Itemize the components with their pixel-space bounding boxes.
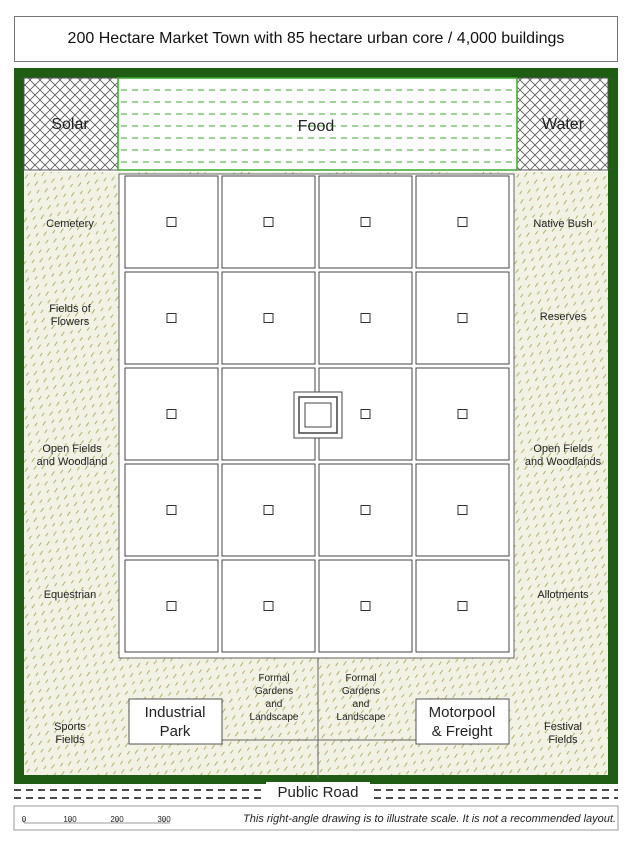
block-center-marker: [264, 314, 273, 323]
formal-gardens-left-label: Formal Gardens and Landscape: [249, 673, 299, 723]
block-center-marker: [361, 506, 370, 515]
food-label: Food: [297, 118, 335, 135]
allotments-label: Allotments: [537, 589, 589, 601]
scale-tick-0: 0: [21, 815, 27, 824]
formal-gardens-right-label: Formal Gardens and Landscape: [336, 673, 386, 723]
flowers-label: Fields of Flowers: [49, 303, 91, 328]
water-label: Water: [541, 116, 585, 133]
block-center-marker: [361, 410, 370, 419]
motorpool-label: Motorpool & Freight: [428, 704, 496, 740]
block-center-marker: [167, 410, 176, 419]
industrial-park-label: Industrial Park: [144, 704, 206, 740]
block-center-marker: [167, 506, 176, 515]
festival-fields-label: Festival Fields: [544, 721, 582, 746]
block-center-marker: [167, 602, 176, 611]
block-center-marker: [458, 410, 467, 419]
scale-tick-100: 100: [63, 815, 77, 824]
reserves-label: Reserves: [539, 311, 587, 323]
scale-tick-200: 200: [110, 815, 124, 824]
native-bush-label: Native Bush: [533, 218, 593, 230]
diagram-title: 200 Hectare Market Town with 85 hectare urban core / 4,000 buildings: [14, 16, 618, 62]
block-center-marker: [361, 218, 370, 227]
block-center-marker: [167, 218, 176, 227]
block-center-marker: [458, 218, 467, 227]
solar-label: Solar: [51, 116, 89, 133]
public-road-label: Public Road: [277, 784, 359, 801]
cemetery-label: Cemetery: [46, 218, 94, 230]
block-center-marker: [264, 506, 273, 515]
sports-fields-label: Sports Fields: [54, 721, 86, 746]
block-center-marker: [458, 602, 467, 611]
open-fields-right-label: Open Fields and Woodlands: [524, 443, 602, 468]
scale-note: This right-angle drawing is to illustrate scale. It is not a recommended layout.: [243, 813, 616, 825]
scale-tick-300: 300: [157, 815, 171, 824]
block-center-marker: [167, 314, 176, 323]
block-center-marker: [458, 506, 467, 515]
open-fields-left-label: Open Fields and Woodland: [36, 443, 108, 468]
block-center-marker: [264, 602, 273, 611]
block-center-marker: [361, 314, 370, 323]
block-center-marker: [458, 314, 467, 323]
equestrian-label: Equestrian: [43, 589, 97, 601]
block-center-marker: [264, 218, 273, 227]
block-center-marker: [361, 602, 370, 611]
